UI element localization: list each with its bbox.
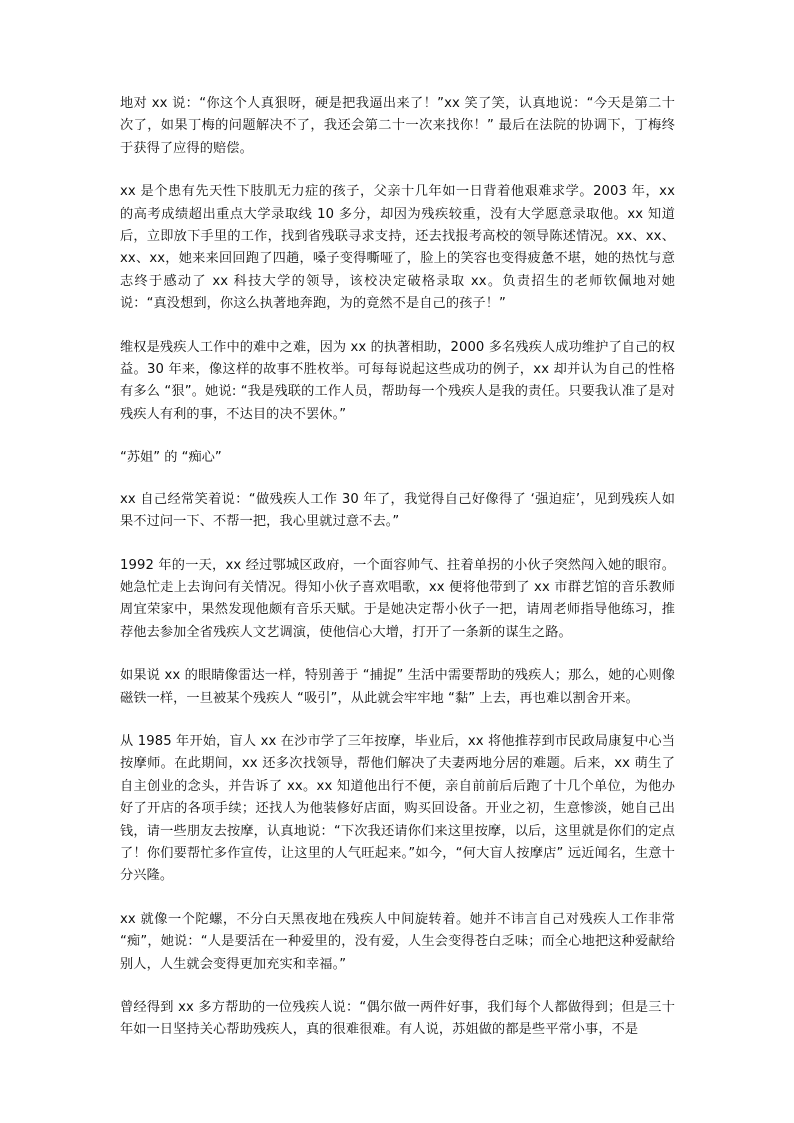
paragraph-7: 从 1985 年开始，盲人 xx 在沙市学了三年按摩，毕业后，xx 将他推荐到市民政局康复中心当按摩师。在此期间，xx 还多次找领导，帮他们解决了夫妻两地分居的难题。后来，xx 萌生了自主创业的念头，并告诉了 xx。xx 知道他出行不便，亲自前前后后跑了十几个单位，为他办好了开店的各项手续；还找人为他装修好店面，购买回设备。开业之初，生意惨淡，她自己出钱，请一些朋友去按摩，认真地说：“下次我还请你们来这里按摩，以后，这里就是你们的定点了！你们要帮忙多作宣传，让这里的人气旺起来。”如今，“何大盲人按摩店” 远近闻名，生意十分兴隆。	[120, 733, 675, 884]
document-page	[120, 93, 675, 1063]
paragraph-8: xx 就像一个陀螺，不分白天黑夜地在残疾人中间旋转着。她并不讳言自己对残疾人工作非常 “痴”，她说：“人是要活在一种爱里的，没有爱，人生会变得苍白乏味；而全心地把这种爱献给别人，人生就会变得更加充实和幸福。”	[120, 911, 675, 972]
paragraph-9: 曾经得到 xx 多方帮助的一位残疾人说：“偶尔做一两件好事，我们每个人都做得到；但是三十年如一日坚持关心帮助残疾人，真的很难很难。有人说，苏姐做的都是些平常小事，不是	[120, 1000, 675, 1038]
paragraph-2: xx 是个患有先天性下肢肌无力症的孩子，父亲十几年如一日背着他艰难求学。2003 年，xx 的高考成绩超出重点大学录取线 10 多分，却因为残疾较重，没有大学愿意录取他。xx 知道后，立即放下手里的工作，找到省残联寻求支持，还去找报考高校的领导陈述情况。xx、xx、xx、xx，她来来回回跑了四趟，嗓子变得嘶哑了，脸上的笑容也变得疲惫不堪，她的热忱与意志终于感动了 xx 科技大学的领导，该校决定破格录取 xx。负责招生的老师钦佩地对她说：“真没想到，你这么执著地奔跑，为的竟然不是自己的孩子！”	[120, 184, 675, 312]
paragraph-5: 1992 年的一天，xx 经过鄂城区政府，一个面容帅气、拄着单拐的小伙子突然闯入她的眼帘。她急忙走上去询问有关情况。得知小伙子喜欢唱歌，xx 便将他带到了 xx 市群艺馆的音乐教师周宜荣家中，果然发现他颇有音乐天赋。于是她决定帮小伙子一把，请周老师指导他练习，推荐他去参加全省残疾人文艺调演，使他信心大增，打开了一条新的谋生之路。	[120, 557, 675, 640]
section-heading: “苏姐” 的 “痴心”	[120, 450, 222, 466]
paragraph-6: 如果说 xx 的眼睛像雷达一样，特别善于 “捕捉” 生活中需要帮助的残疾人；那么，她的心则像磁铁一样，一旦被某个残疾人 “吸引”，从此就会牢牢地 “黏” 上去，再也难以割舍开来。	[120, 668, 675, 706]
paragraph-4: xx 自己经常笑着说：“做残疾人工作 30 年了，我觉得自己好像得了 ‘强迫症’，见到残疾人如果不过问一下、不帮一把，我心里就过意不去。”	[120, 491, 675, 530]
paragraph-3: 维权是残疾人工作中的难中之难，因为 xx 的执著相助，2000 多名残疾人成功维护了自己的权益。30 年来，像这样的故事不胜枚举。可每每说起这些成功的例子，xx 却并认为自己的性格有多么 “狠”。她说: “我是残联的工作人员，帮助每一个残疾人是我的责任。只要我认准了是对残疾人有利的事，不达目的决不罢休。”	[120, 339, 675, 422]
paragraph-1: 地对 xx 说：“你这个人真狠呀，硬是把我逼出来了！”xx 笑了笑，认真地说：“今天是第二十次了，如果丁梅的问题解决不了，我还会第二十一次来找你！” 最后在法院的协调下，丁梅终于获得了应得的赔偿。	[120, 96, 675, 156]
